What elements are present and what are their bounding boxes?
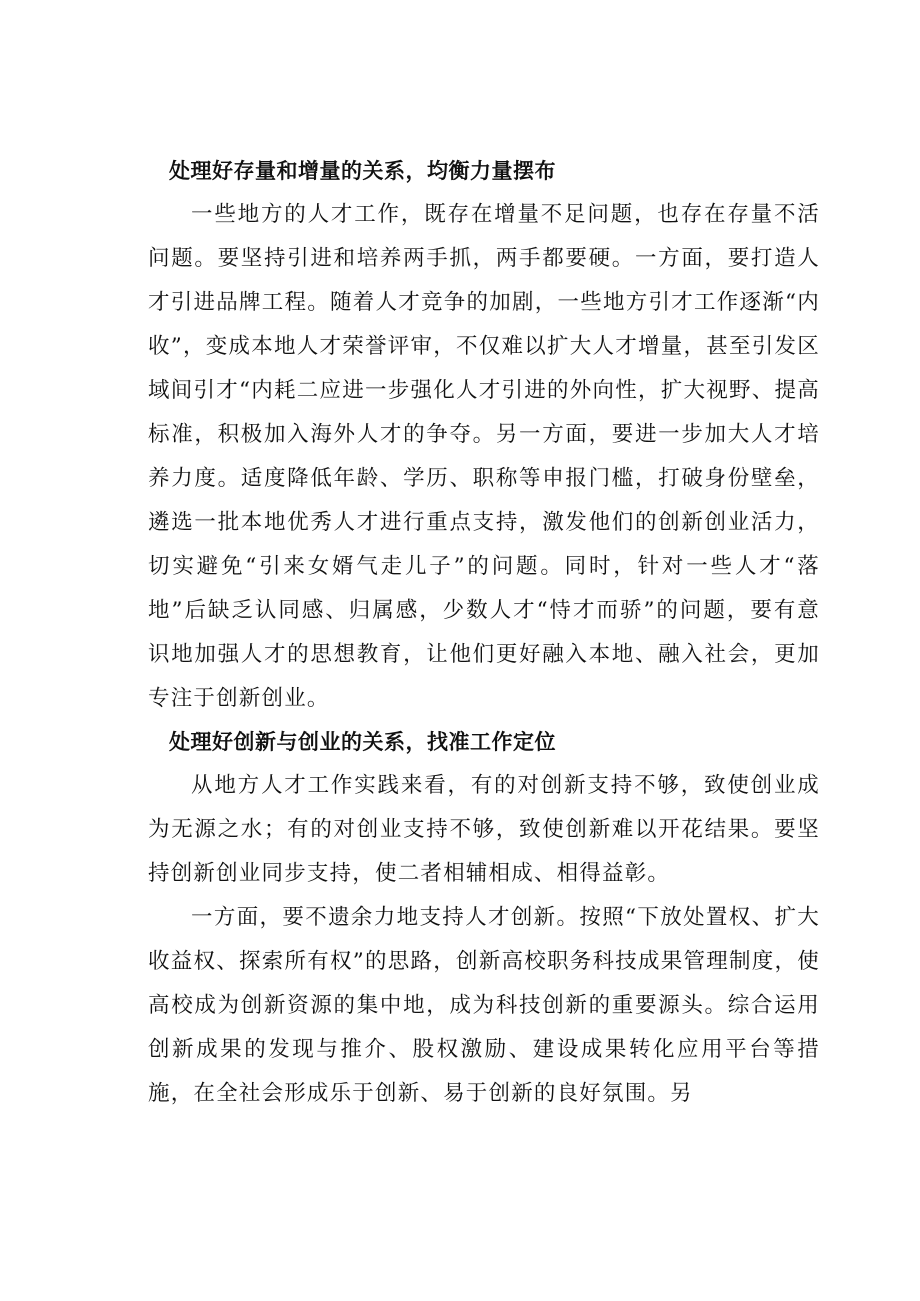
body-paragraph: 一方面，要不遗余力地支持人才创新。按照“下放处置权、扩大收益权、探索所有权”的思路，创新高校职务科技成果管理制度，使高校成为创新资源的集中地，成为科技创新的重要源头。综合运用创新成果的发现与推介、股权激励、建设成果转化应用平台等措施，在全社会形成乐于创新、易于创新的良好氛围。另 xyxy=(148,905,820,1106)
document-page xyxy=(148,150,820,1116)
section-innovation-entrepreneurship xyxy=(148,721,820,1116)
section-heading: 处理好存量和增量的关系，均衡力量摆布 xyxy=(169,159,556,183)
section-heading: 处理好创新与创业的关系，找准工作定位 xyxy=(169,730,556,754)
section-stock-increment xyxy=(148,150,820,721)
body-paragraph: 一些地方的人才工作，既存在增量不足问题，也存在存量不活问题。要坚持引进和培养两手抓，两手都要硬。一方面，要打造人才引进品牌工程。随着人才竞争的加剧，一些地方引才工作逐渐“内收”，变成本地人才荣誉评审，不仅难以扩大人才增量，甚至引发区域间引才“内耗二应进一步强化人才引进的外向性，扩大视野、提高标准，积极加入海外人才的争夺。另一方面，要进一步加大人才培养力度。适度降低年龄、学历、职称等申报门槛，打破身份壁垒，遴选一批本地优秀人才进行重点支持，激发他们的创新创业活力，切实避免“引来女婿气走儿子”的问题。同时，针对一些人才“落地”后缺乏认同感、归属感，少数人才“恃才而骄”的问题，要有意识地加强人才的思想教育，让他们更好融入本地、融入社会，更加专注于创新创业。 xyxy=(148,202,820,711)
body-paragraph: 从地方人才工作实践来看，有的对创新支持不够，致使创业成为无源之水；有的对创业支持不够，致使创新难以开花结果。要坚持创新创业同步支持，使二者相辅相成、相得益彰。 xyxy=(148,773,820,886)
